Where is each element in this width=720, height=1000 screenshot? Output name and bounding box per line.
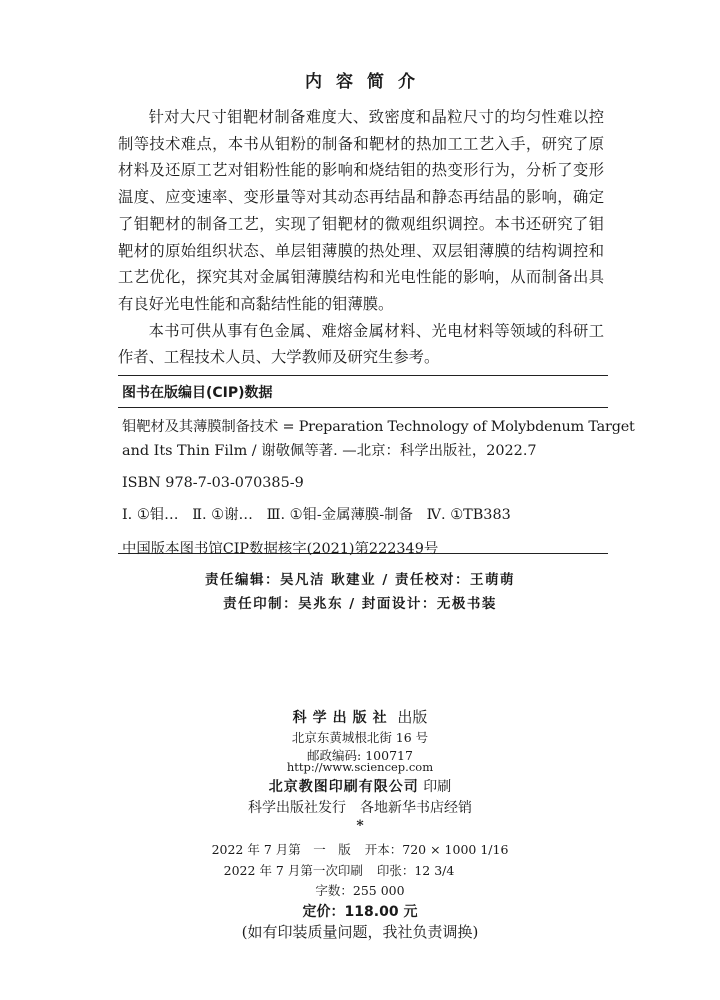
credits-production: 责任印制：吴兆东 / 封面设计：无极书装	[223, 596, 497, 612]
cip-bottom-rule	[118, 553, 608, 554]
edition-row-2	[0, 861, 720, 879]
intro-paragraph-1: 针对大尺寸钼靶材制备难度大、致密度和晶粒尺寸的均匀性难以控制等技术难点，本书从钼粉的制备和靶材的热加工工艺入手，研究了原材料及还原工艺对钼粉性能的影响和烧结钼的热变形行为，分析了变形温度、应变速率、变形量等对其动态再结晶和静态再结晶的影响，确定了钼靶材的制备工艺，实现了钼靶材的微观组织调控。本书还研究了钼靶材的原始组织状态、单层钼薄膜的热处理、双层钼薄膜的结构调控和工艺优化，探究其对金属钼薄膜结构和光电性能的影响，从而制备出具有良好光电性能和高黏结性能的钼薄膜。	[118, 108, 604, 313]
cip-block	[118, 378, 635, 558]
word-count: 字数：255 000	[315, 883, 405, 898]
credits-editors: 责任编辑：吴凡洁 耿建业 / 责任校对：王萌萌	[204, 572, 516, 588]
distribution-line: 科学出版社发行 各地新华书店经销	[248, 800, 472, 816]
cip-title-line-1: 钼靶材及其薄膜制备技术 = Preparation Technology of Molybdenum Target	[122, 419, 635, 435]
cip-heading-rule	[118, 407, 608, 408]
cip-heading: 图书在版编目(CIP)数据	[122, 385, 273, 401]
intro-title: 内容简介	[305, 72, 429, 92]
edition-date: 2022 年 7 月第 一 版	[211, 842, 351, 857]
publisher-name: 科学出版社	[292, 710, 393, 726]
separator-star: *	[356, 818, 364, 834]
sheet-count: 印张：12 3/4	[376, 863, 455, 878]
publisher-address: 北京东黄城根北街 16 号	[291, 730, 429, 745]
intro-paragraph-2: 本书可供从事有色金属、难熔金属材料、光电材料等领域的科研工作者、工程技术人员、大学教师及研究生参考。	[118, 321, 604, 367]
price: 定价：118.00 元	[302, 904, 418, 920]
intro-body	[118, 104, 604, 371]
cip-isbn: ISBN 978-7-03-070385-9	[122, 475, 304, 491]
publisher-website: http://www.sciencep.com	[286, 760, 434, 774]
printing-date: 2022 年 7 月第一次印刷	[223, 863, 363, 878]
page-format: 开本：720 × 1000 1/16	[364, 842, 509, 857]
quality-notice: (如有印装质量问题，我社负责调换)	[241, 923, 479, 941]
cip-title-line-2: and Its Thin Film / 谢敬佩等著. —北京：科学出版社，2022.7	[122, 443, 537, 459]
cip-top-rule	[118, 375, 608, 376]
printer-name: 北京教图印刷有限公司	[268, 779, 419, 795]
printer-suffix: 印刷	[418, 779, 452, 795]
cip-record-number: 中国版本图书馆CIP数据核字(2021)第222349号	[122, 541, 439, 557]
cip-classification: Ⅰ. ①钼… Ⅱ. ①谢… Ⅲ. ①钼-金属薄膜-制备 Ⅳ. ①TB383	[122, 507, 511, 523]
edition-row-1	[0, 840, 720, 858]
printer-line	[0, 776, 720, 796]
publisher-suffix: 出版	[392, 708, 428, 726]
publisher-postcode: 邮政编码: 100717	[307, 748, 413, 763]
publisher-line	[0, 706, 720, 727]
